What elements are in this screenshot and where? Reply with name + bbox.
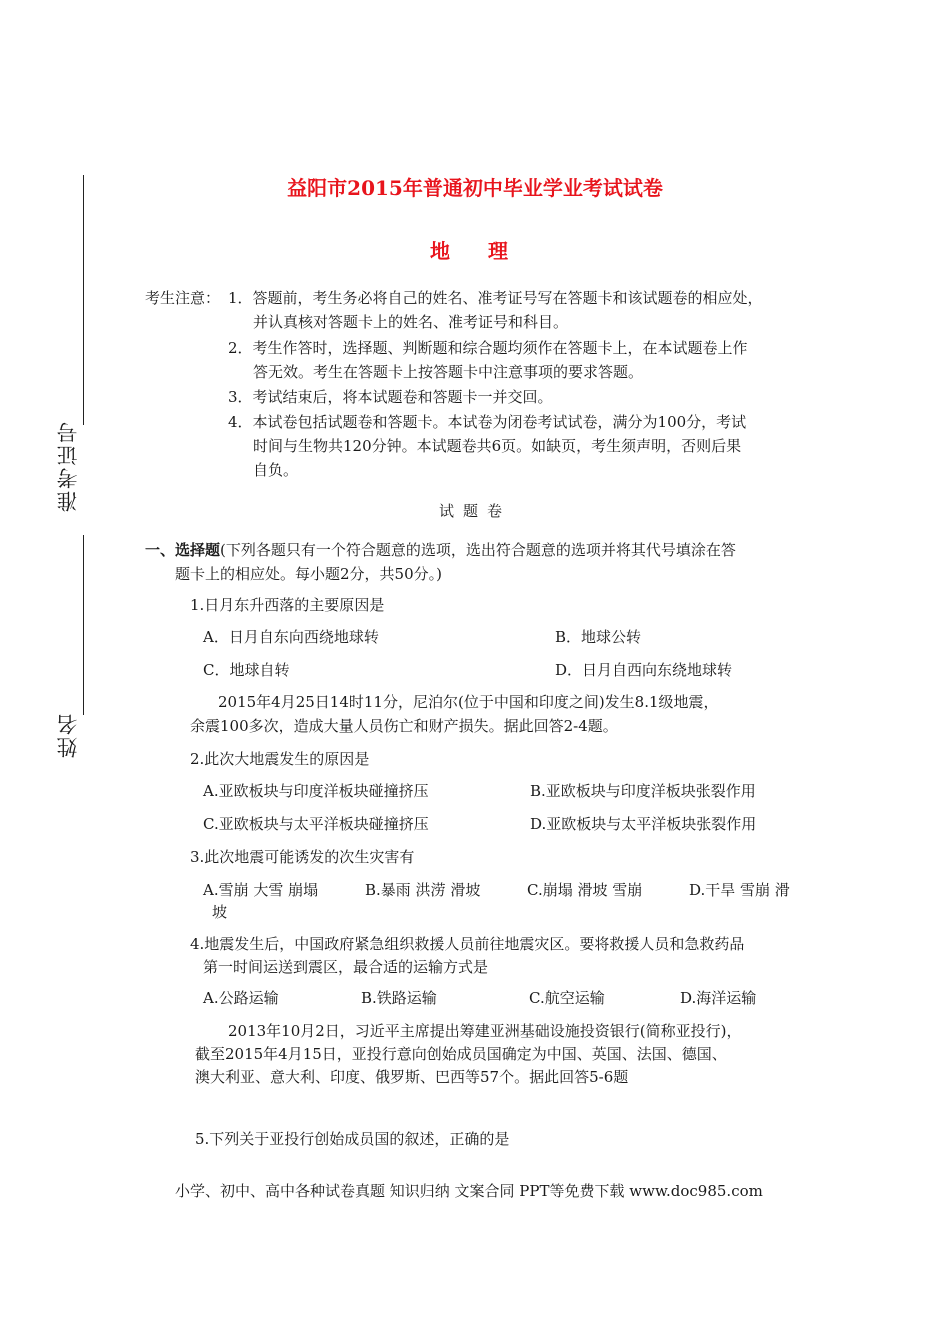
q1-option-a: A．日月自东向西绕地球转 <box>203 628 379 646</box>
notice-item-2-line-1: 2．考生作答时，选择题、判断题和综合题均须作在答题卡上，在本试题卷上作 <box>228 339 748 357</box>
q4-stem-line-2: 第一时间运送到震区，最合适的运输方式是 <box>203 958 489 976</box>
passage2-line-3: 澳大利亚、意大利、印度、俄罗斯、巴西等57个。据此回答5-6题 <box>195 1068 629 1086</box>
student-name-label: 姓名 <box>56 712 80 758</box>
q2-option-a: A.亚欧板块与印度洋板块碰撞挤压 <box>203 782 429 800</box>
notice-item-2 <box>228 336 748 384</box>
notice-item-3-line-1: 3．考试结束后，将本试题卷和答题卡一并交回。 <box>228 388 553 406</box>
notice-item-1 <box>228 286 763 334</box>
notice-item-1-line-1: 1．答题前，考生务必将自己的姓名、准考证号写在答题卡和该试题卷的相应处， <box>228 289 763 307</box>
q4-option-c: C.航空运输 <box>529 989 605 1007</box>
q3-stem: 3.此次地震可能诱发的次生灾害有 <box>190 848 415 866</box>
exam-title: 益阳市2015年普通初中毕业学业考试试卷 <box>287 176 663 200</box>
q2-option-b: B.亚欧板块与印度洋板块张裂作用 <box>530 782 756 800</box>
part1-instruction-1: (下列各题只有一个符合题意的选项，选出符合题意的选项并将其代号填涂在答 <box>220 541 736 559</box>
notice-item-4-line-3: 自负。 <box>253 461 299 479</box>
passage1-line-2: 余震100多次，造成大量人员伤亡和财产损失。据此回答2-4题。 <box>190 717 618 735</box>
notice-item-4-line-1: 4．本试卷包括试题卷和答题卡。本试卷为闭卷考试试卷，满分为100分，考试 <box>228 413 747 431</box>
passage1-line-1: 2015年4月25日14时11分，尼泊尔(位于中国和印度之间)发生8.1级地震， <box>218 693 719 711</box>
notice-label: 考生注意： <box>145 289 221 307</box>
passage2-line-1: 2013年10月2日，习近平主席提出筹建亚洲基础设施投资银行(简称亚投行)， <box>228 1022 742 1040</box>
binding-line-top <box>83 175 84 425</box>
subject-title: 地理 <box>430 239 546 263</box>
notice-item-1-line-2: 并认真核对答题卡上的姓名、准考证号和科目。 <box>253 313 569 331</box>
notice-item-4-line-2: 时间与生物共120分钟。本试题卷共6页。如缺页，考生须声明，否则后果 <box>253 437 742 455</box>
part1-heading: 一、选择题 <box>145 541 221 559</box>
section-title: 试题卷 <box>438 502 511 520</box>
q4-option-b: B.铁路运输 <box>361 989 437 1007</box>
notice-item-2-line-2: 答无效。考生在答题卡上按答题卡中注意事项的要求答题。 <box>253 363 644 381</box>
q1-option-c: C．地球自转 <box>203 661 290 679</box>
q3-option-c: C.崩塌 滑坡 雪崩 <box>527 881 643 899</box>
q4-stem-line-1: 4.地震发生后，中国政府紧急组织救援人员前往地震灾区。要将救援人员和急救药品 <box>190 935 745 953</box>
part1-instruction-2: 题卡上的相应处。每小题2分，共50分。) <box>175 565 442 583</box>
q2-stem: 2.此次大地震发生的原因是 <box>190 750 370 768</box>
admission-number-label: 准考证号 <box>56 420 80 512</box>
q1-option-b: B．地球公转 <box>555 628 642 646</box>
q1-option-d: D．日月自西向东绕地球转 <box>555 661 733 679</box>
q3-option-b: B.暴雨 洪涝 滑坡 <box>365 881 481 899</box>
q2-option-c: C.亚欧板块与太平洋板块碰撞挤压 <box>203 815 429 833</box>
q2-option-d: D.亚欧板块与太平洋板块张裂作用 <box>530 815 757 833</box>
binding-line-middle <box>83 535 84 715</box>
q1-stem: 1.日月东升西落的主要原因是 <box>190 596 385 614</box>
q3-option-d: D.干旱 雪崩 滑 <box>689 881 790 899</box>
q3-option-a: A.雪崩 大雪 崩塌 <box>203 881 319 899</box>
passage2-line-2: 截至2015年4月15日，亚投行意向创始成员国确定为中国、英国、法国、德国、 <box>195 1045 727 1063</box>
notice-item-3 <box>228 385 553 409</box>
q3-option-d-cont: 坡 <box>212 903 228 921</box>
notice-item-4 <box>228 410 746 482</box>
q5-stem: 5.下列关于亚投行创始成员国的叙述，正确的是 <box>195 1130 510 1148</box>
part1-heading-line <box>145 538 736 562</box>
q4-option-d: D.海洋运输 <box>680 989 757 1007</box>
q4-option-a: A.公路运输 <box>203 989 279 1007</box>
page-footer: 小学、初中、高中各种试卷真题 知识归纳 文案合同 PPT等免费下载 www.doc985.com <box>175 1182 763 1200</box>
